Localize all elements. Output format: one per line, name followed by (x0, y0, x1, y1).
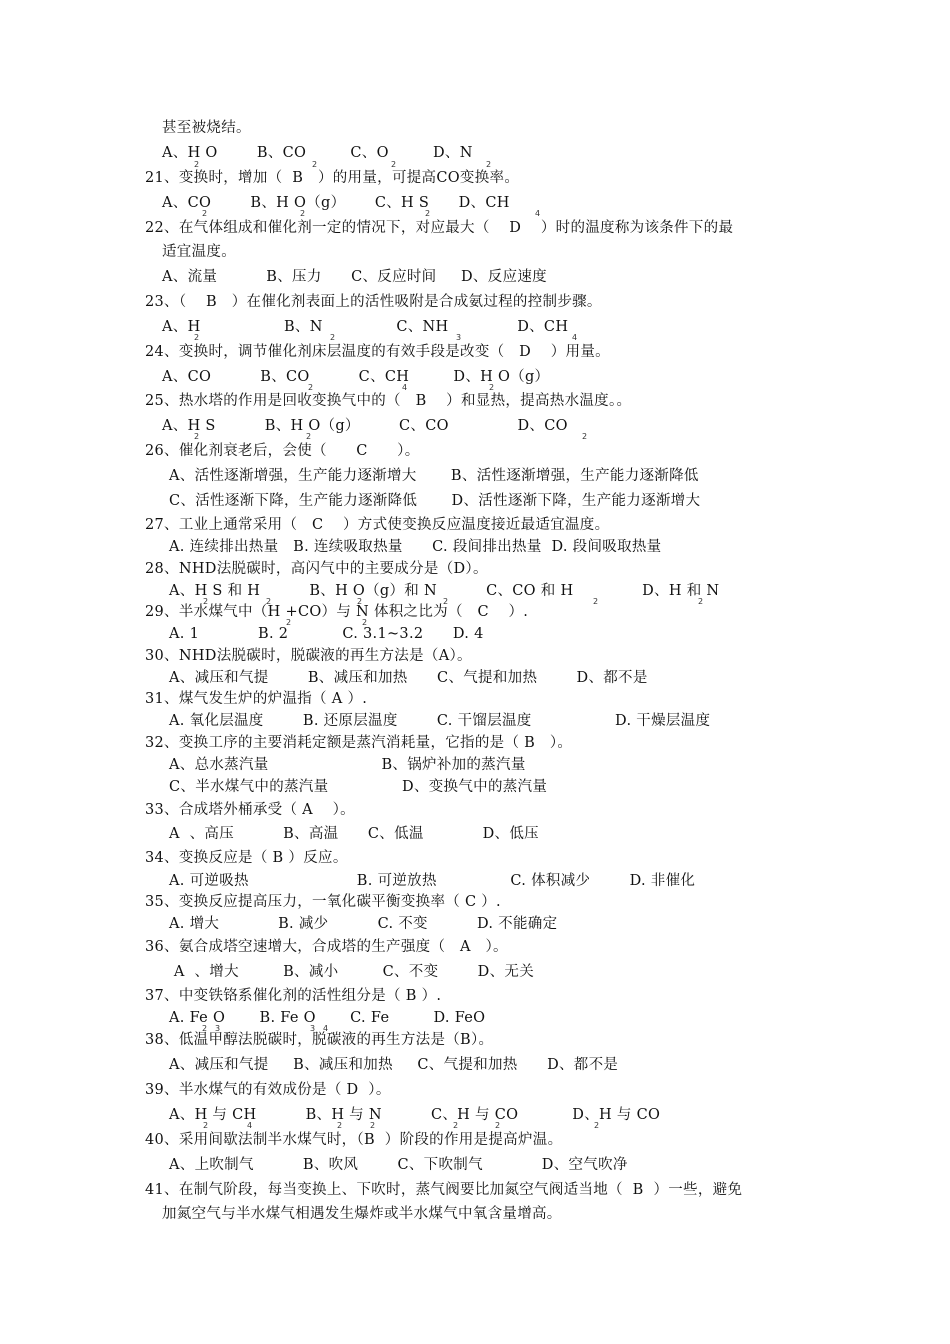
question-27: 27、工业上通常采用（ C ）方式使变换反应温度接近最适宜温度。 (145, 517, 610, 533)
subscript: 2 (370, 1121, 376, 1130)
subscript: 2 (489, 383, 495, 392)
subscript: 3 (310, 1024, 316, 1033)
question-31: 31、煤气发生炉的炉温指（ A ）. (145, 691, 368, 707)
question-39: 39、半水煤气的有效成份是（ D ）。 (145, 1082, 391, 1098)
question-30: 30、NHD法脱碳时，脱碳液的再生方法是（A）。 (145, 648, 472, 664)
subscript: 4 (402, 383, 408, 392)
options-36: A 、增大 B、减小 C、不变 D、无关 (169, 964, 535, 980)
subscript: 2 (202, 209, 208, 218)
subscript: 2 (202, 1024, 208, 1033)
question-21: 21、变换时，增加（ B ）的用量，可提高CO变换率。 (145, 170, 520, 186)
subscript: 2 (453, 1121, 459, 1130)
subscript: 2 (194, 333, 200, 342)
question-25: 25、热水塔的作用是回收变换气中的（ B ）和显热，提高热水温度。。 (145, 393, 632, 409)
options-21: A、CO B、H O（g） C、H S D、CH (162, 195, 510, 211)
subscript: 2 (306, 432, 312, 441)
subscript: 3 (456, 333, 462, 342)
subscript: 2 (330, 333, 336, 342)
options-35: A. 增大 B. 减少 C. 不变 D. 不能确定 (169, 916, 558, 932)
subscript: 2 (495, 1121, 501, 1130)
subscript: 3 (215, 1024, 221, 1033)
subscript: 2 (300, 209, 306, 218)
options-40: A、上吹制气 B、吹风 C、下吹制气 D、空气吹净 (169, 1157, 628, 1173)
subscript: 2 (286, 618, 292, 627)
text-line: 适宜温度。 (162, 244, 236, 260)
question-41: 41、在制气阶段，每当变换上、下吹时，蒸气阀要比加氮空气阀适当地（ B ）一些，避免 (145, 1182, 743, 1198)
question-32: 32、变换工序的主要消耗定额是蒸汽消耗量，它指的是（ B ）。 (145, 735, 573, 751)
subscript: 2 (443, 597, 449, 606)
options-26-cd: C、活性逐渐下降，生产能力逐渐降低 D、活性逐渐下降，生产能力逐渐增大 (169, 493, 701, 509)
options-39: A、H 与 CH B、H 与 N C、H 与 CO D、H 与 CO (169, 1107, 661, 1123)
options-23: A、H B、N C、NH D、CH (162, 319, 569, 335)
question-26: 26、催化剂衰老后，会使（ C ）。 (145, 443, 420, 459)
options-27: A. 连续排出热量 B. 连续吸取热量 C. 段间排出热量 D. 段间吸取热量 (169, 539, 662, 555)
subscript: 2 (486, 160, 492, 169)
text-line: 甚至被烧结。 (162, 120, 251, 136)
options-30: A、减压和气提 B、减压和加热 C、气提和加热 D、都不是 (169, 670, 648, 686)
options-22: A、流量 B、压力 C、反应时间 D、反应速度 (162, 269, 547, 285)
subscript: 2 (194, 432, 200, 441)
subscript: 2 (425, 209, 431, 218)
question-35: 35、变换反应提高压力，一氧化碳平衡变换率（ C ）. (145, 894, 501, 910)
question-22: 22、在气体组成和催化剂一定的情况下，对应最大（ D ）时的温度称为该条件下的最 (145, 220, 734, 236)
subscript: 4 (323, 1024, 329, 1033)
question-40: 40、采用间歇法制半水煤气时，（B ）阶段的作用是提高炉温。 (145, 1132, 563, 1148)
subscript: 2 (593, 597, 599, 606)
subscript: 2 (391, 160, 397, 169)
text-line: A、H O B、CO C、O D、N (162, 145, 473, 161)
subscript: 2 (203, 1121, 209, 1130)
options-24: A、CO B、CO C、CH D、H O（g） (162, 369, 550, 385)
text-line: 加氮空气与半水煤气相遇发生爆炸或半水煤气中氧含量增高。 (162, 1206, 562, 1222)
options-25: A、H S B、H O（g） C、CO D、CO (162, 418, 568, 434)
question-28: 28、NHD法脱碳时，高闪气中的主要成分是（D）。 (145, 561, 488, 577)
options-38: A、减压和气提 B、减压和加热 C、气提和加热 D、都不是 (169, 1057, 619, 1073)
subscript: 2 (308, 383, 314, 392)
subscript: 2 (266, 597, 272, 606)
question-38: 38、低温甲醇法脱碳时，脱碳液的再生方法是（B）。 (145, 1032, 494, 1048)
subscript: 2 (698, 597, 704, 606)
options-26-ab: A、活性逐渐增强，生产能力逐渐增大 B、活性逐渐增强，生产能力逐渐降低 (169, 468, 699, 484)
subscript: 2 (362, 618, 368, 627)
question-24: 24、变换时，调节催化剂床层温度的有效手段是改变（ D ）用量。 (145, 344, 610, 360)
options-34: A. 可逆吸热 B. 可逆放热 C. 体积减少 D. 非催化 (169, 873, 696, 889)
subscript: 4 (572, 333, 578, 342)
question-33: 33、合成塔外桶承受（ A ）。 (145, 802, 355, 818)
options-32-cd: C、半水煤气中的蒸汽量 D、变换气中的蒸汽量 (169, 779, 548, 795)
question-36: 36、氨合成塔空速增大，合成塔的生产强度（ A ）。 (145, 939, 508, 955)
options-31: A. 氧化层温度 B. 还原层温度 C. 干馏层温度 D. 干燥层温度 (169, 713, 711, 729)
question-37: 37、中变铁铬系催化剂的活性组分是（ B ）. (145, 988, 442, 1004)
options-33: A 、高压 B、高温 C、低温 D、低压 (169, 826, 539, 842)
options-37: A. Fe O B. Fe O C. Fe D. FeO (169, 1010, 486, 1026)
subscript: 2 (357, 597, 363, 606)
subscript: 4 (535, 209, 541, 218)
question-23: 23、（ B ）在催化剂表面上的活性吸附是合成氨过程的控制步骤。 (145, 294, 602, 310)
subscript: 4 (247, 1121, 253, 1130)
subscript: 2 (594, 1121, 600, 1130)
options-32-ab: A、总水蒸汽量 B、锅炉补加的蒸汽量 (169, 757, 526, 773)
subscript: 2 (582, 432, 588, 441)
options-29: A. 1 B. 2 C. 3.1~3.2 D. 4 (169, 626, 484, 642)
subscript: 2 (312, 160, 318, 169)
options-28: A、H S 和 H B、H O（g）和 N C、CO 和 H D、H 和 N (169, 583, 720, 599)
question-29: 29、半水煤气中（H +CO）与 N 体积之比为（ C ）. (145, 604, 529, 620)
subscript: 2 (337, 1121, 343, 1130)
subscript: 2 (203, 597, 209, 606)
question-34: 34、变换反应是（ B ）反应。 (145, 850, 348, 866)
subscript: 2 (194, 160, 200, 169)
